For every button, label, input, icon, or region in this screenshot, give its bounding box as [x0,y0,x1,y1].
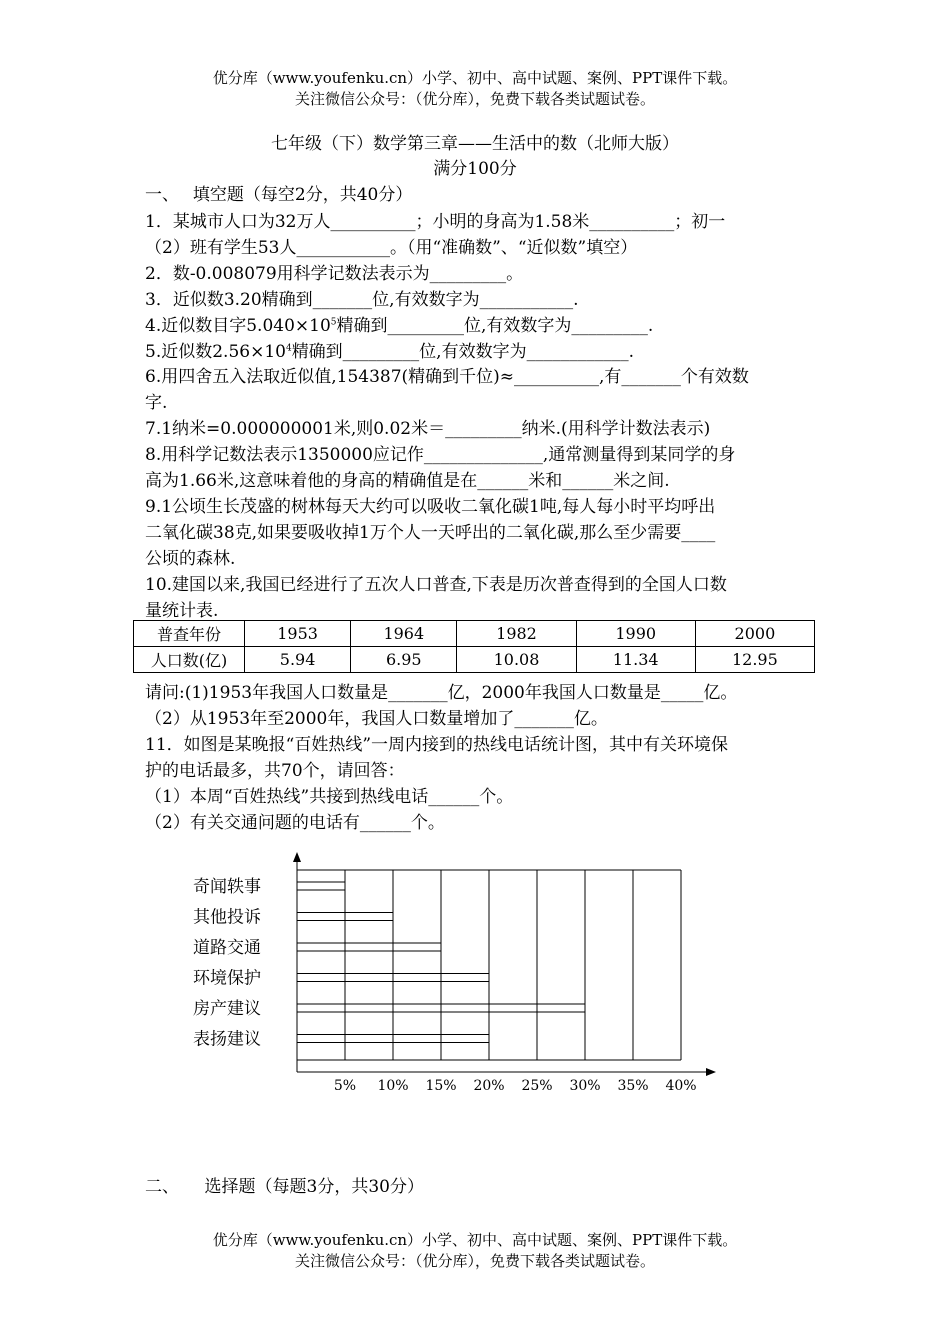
q4-text: 4.近似数目字5.040×10 [145,316,331,336]
census-year: 1990 [576,621,695,647]
question-9-line-1: 9.1公顷生长茂盛的树林每天大约可以吸收二氧化碳1吨,每人每小时平均呼出 [145,497,716,517]
question-4 [145,311,653,336]
question-10-sub-2: （2）从1953年至2000年，我国人口数量增加了_______亿。 [145,709,608,729]
chart-tick-label: 10% [377,1078,409,1094]
question-3: 3．近似数3.20精确到_______位,有效数字为___________. [145,290,579,310]
question-6-line-1: 6.用四舍五入法取近似值,154387(精确到千位)≈__________,有_______个有效数 [145,367,749,387]
census-population: 12.95 [695,647,814,673]
chart-category-label: 道路交通 [193,938,261,958]
chart-category-label: 奇闻轶事 [193,877,261,897]
chart-y-arrow [293,852,301,862]
census-population: 10.08 [457,647,576,673]
census-year: 2000 [695,621,814,647]
chart-tick-label: 30% [569,1078,601,1094]
chart-tick-label: 15% [425,1078,457,1094]
census-population: 6.95 [351,647,457,673]
census-year: 1982 [457,621,576,647]
question-11-line-1: 11．如图是某晚报“百姓热线”一周内接到的热线电话统计图，其中有关环境保 [145,735,729,755]
page-title: 七年级（下）数学第三章——生活中的数（北师大版） [271,134,679,154]
chart-category-label: 房产建议 [193,999,261,1019]
question-11-sub-2: （2）有关交通问题的电话有______个。 [145,813,445,833]
q5-text: 5.近似数2.56×10 [145,342,286,362]
q4-exponent: 5 [330,317,337,328]
census-population: 11.34 [576,647,695,673]
section-1-heading: 一、 填空题（每空2分，共40分） [145,185,413,205]
chart-category-label: 其他投诉 [193,907,261,928]
question-11-line-2: 护的电话最多，共70个，请回答： [145,761,405,781]
section-2-heading: 二、 选择题（每题3分，共30分） [145,1177,424,1197]
question-10-line-1: 10.建国以来,我国已经进行了五次人口普查,下表是历次普查得到的全国人口数 [145,575,727,595]
question-5 [145,337,634,362]
header-line-2: 关注微信公众号：（优分库），免费下载各类试题试卷。 [294,90,655,108]
q5-text-rest: 精确到_________位,有效数字为____________. [291,342,634,362]
header-line-1: 优分库（www.youfenku.cn）小学、初中、高中试题、案例、PPT课件下载。 [212,69,738,87]
chart-tick-label: 5% [333,1078,357,1094]
chart-category-label: 环境保护 [193,968,261,989]
page-subtitle: 满分100分 [433,159,517,179]
chart-bar [297,943,441,951]
q5-exponent: 4 [285,343,292,354]
chart-category-label: 表扬建议 [193,1029,261,1050]
question-10-sub-1: 请问:(1)1953年我国人口数量是_______亿，2000年我国人口数量是_____亿。 [145,683,738,703]
census-year: 1953 [245,621,351,647]
chart-bar [297,882,345,890]
footer-line-1: 优分库（www.youfenku.cn）小学、初中、高中试题、案例、PPT课件下载。 [212,1231,738,1249]
census-population: 5.94 [245,647,351,673]
chart-category-labels [193,877,261,1050]
footer-line-2: 关注微信公众号：（优分库），免费下载各类试题试卷。 [294,1252,655,1270]
question-1-line-2: （2）班有学生53人___________。（用“准确数”、“近似数”填空） [145,238,638,258]
census-row-years [134,621,815,647]
chart-tick-label: 35% [617,1078,649,1094]
chart-grid [297,870,681,1060]
question-1-line-1: 1．某城市人口为32万人__________；小明的身高为1.58米__________；初一 [145,212,726,232]
census-row-population [134,647,815,673]
chart-tick-label: 20% [473,1078,505,1094]
question-6-line-2: 字. [145,393,168,413]
census-year: 1964 [351,621,457,647]
question-8-line-1: 8.用科学记数法表示1350000应记作______________,通常测量得到某同学的身 [145,445,736,465]
question-9-line-2: 二氧化碳38克,如果要吸收掉1万个人一天呼出的二氧化碳,那么至少需要____ [145,523,716,543]
census-label-population: 人口数(亿) [134,647,245,673]
question-10-line-2: 量统计表. [145,601,219,621]
chart-tick-label: 40% [665,1078,697,1094]
chart-tick-labels [334,1078,697,1094]
census-table [133,620,815,673]
hotline-bar-chart [185,850,725,1100]
question-9-line-3: 公顷的森林. [145,549,236,569]
question-2: 2．数-0.008079用科学记数法表示为_________。 [145,264,524,284]
question-7: 7.1纳米=0.000000001米,则0.02米＝_________纳米.(用科学计数法表示) [145,419,711,439]
census-label-years: 普查年份 [134,621,245,647]
q4-text-rest: 精确到_________位,有效数字为_________. [336,316,654,336]
chart-tick-label: 25% [521,1078,553,1094]
question-8-line-2: 高为1.66米,这意味着他的身高的精确值是在______米和______米之间. [145,471,670,491]
chart-x-arrow [706,1068,716,1076]
question-11-sub-1: （1）本周“百姓热线”共接到热线电话______个。 [145,787,514,807]
